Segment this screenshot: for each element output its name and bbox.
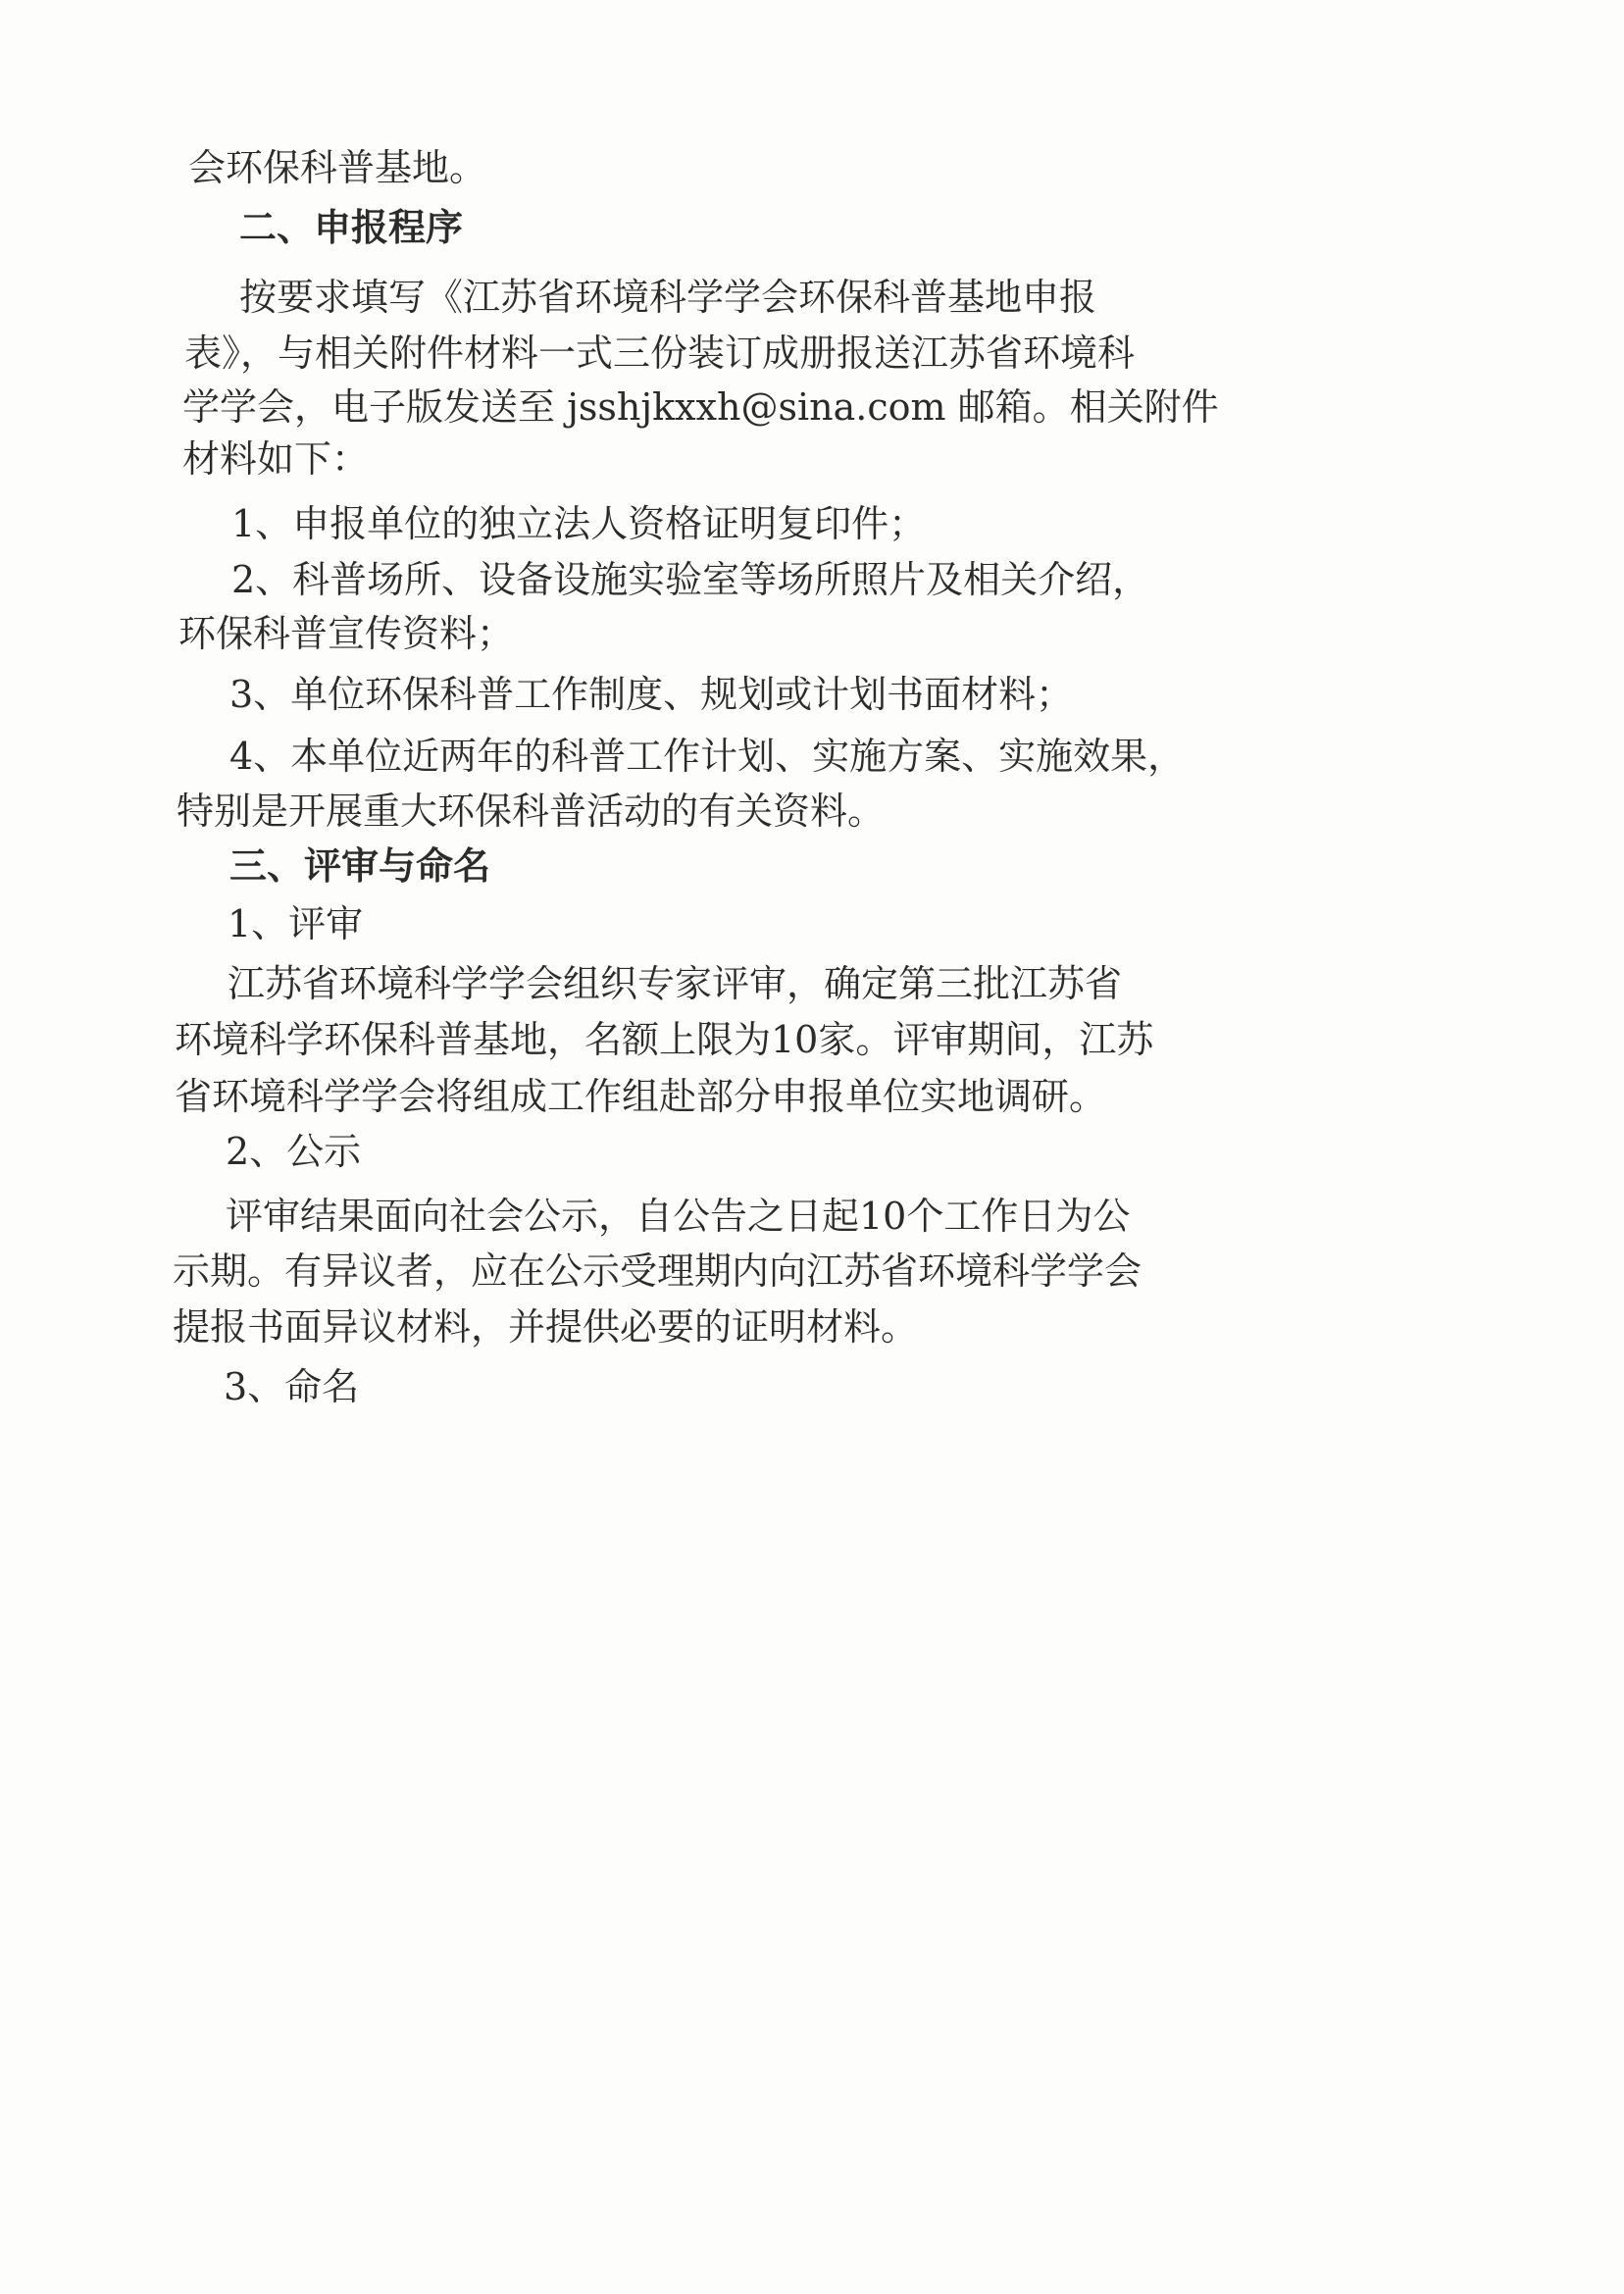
paragraph-line: 示期。有异议者，应在公示受理期内向江苏省环境科学学会: [173, 1249, 1142, 1293]
paragraph-line-with-email: 学学会，电子版发送至 jsshjkxxh@sina.com 邮箱。相关附件: [182, 385, 1219, 429]
list-item-4: 4、本单位近两年的科普工作计划、实施方案、实施效果，: [229, 735, 1186, 778]
paragraph-line: 表》，与相关附件材料一式三份装订成册报送江苏省环境科: [184, 331, 1136, 375]
paragraph-line: 江苏省环境科学学会组织专家评审，确定第三批江苏省: [228, 962, 1123, 1005]
section-heading-review-and-naming: 三、评审与命名: [229, 844, 491, 888]
paragraph-line: 材料如下：: [182, 437, 370, 481]
subheading-review: 1、评审: [228, 902, 364, 945]
paragraph-line: 评审结果面向社会公示，自公告之日起10个工作日为公: [226, 1195, 1131, 1238]
paragraph-line: 环境科学环保科普基地，名额上限为10家。评审期间，江苏: [175, 1018, 1154, 1061]
list-item-4-continued: 特别是开展重大环保科普活动的有关资料。: [177, 790, 886, 833]
list-item-2: 2、科普场所、设备设施实验室等场所照片及相关介绍，: [231, 558, 1150, 601]
section-heading-application-procedure: 二、申报程序: [239, 206, 464, 249]
paragraph-line: 按要求填写《江苏省环境科学学会环保科普基地申报: [239, 276, 1097, 319]
paragraph-line: 会环保科普基地。: [188, 146, 487, 189]
list-item-2-continued: 环保科普宣传资料；: [178, 612, 515, 655]
paragraph-line: 提报书面异议材料，并提供必要的证明材料。: [173, 1305, 919, 1349]
list-item-3: 3、单位环保科普工作制度、规划或计划书面材料；: [229, 673, 1074, 716]
subheading-publicity: 2、公示: [226, 1130, 362, 1173]
subheading-naming: 3、命名: [224, 1365, 360, 1408]
paragraph-line: 省环境科学学会将组成工作组赴部分申报单位实地调研。: [175, 1075, 1107, 1118]
list-item-1: 1、申报单位的独立法人资格证明复印件；: [231, 502, 927, 545]
